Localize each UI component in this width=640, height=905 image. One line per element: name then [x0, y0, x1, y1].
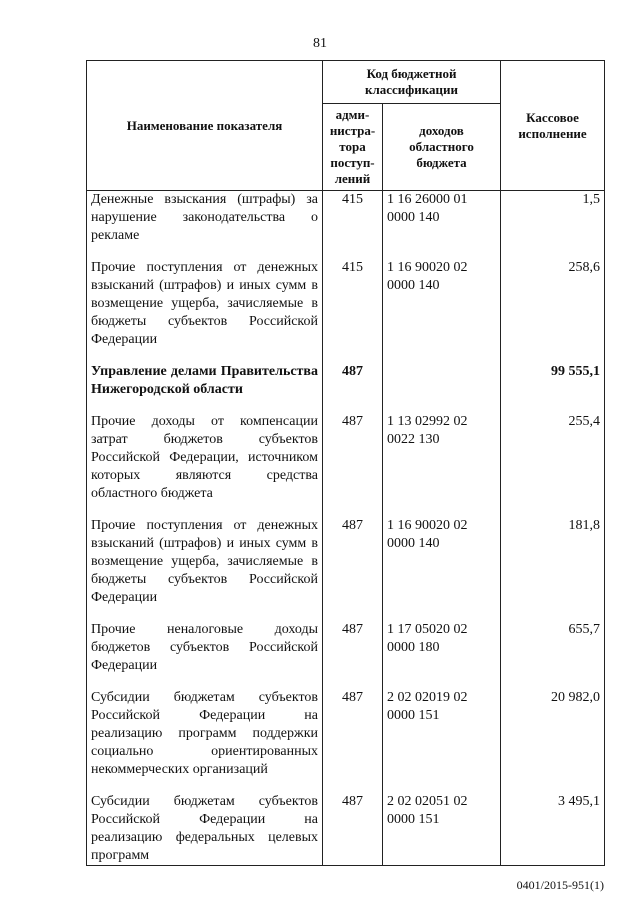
row-amount: 258,6 [501, 259, 605, 349]
row-amount: 20 982,0 [501, 689, 605, 779]
table-row [87, 363, 605, 399]
header-name-column: Наименование показателя [87, 61, 323, 191]
row-name: Прочие поступления от денежных взысканий (штрафов) и иных сумм в возмещение ущерба, зачисляемые в бюджеты субъектов Российской Федерации [87, 259, 323, 349]
row-admin-code: 487 [323, 689, 383, 779]
row-income-code: 1 17 05020 02 0000 180 [383, 621, 501, 675]
row-admin-code: 487 [323, 793, 383, 866]
row-income-code: 1 16 90020 02 0000 140 [383, 259, 501, 349]
document-code: 0401/2015-951(1) [516, 878, 604, 892]
table-row [87, 413, 605, 503]
page-number: 81 [313, 36, 327, 51]
row-admin-code: 487 [323, 621, 383, 675]
header-income-column: доходов областного бюджета [383, 104, 501, 191]
table-row [87, 793, 605, 866]
table-row [87, 689, 605, 779]
row-amount: 181,8 [501, 517, 605, 607]
table-row [87, 259, 605, 349]
row-income-code: 1 16 90020 02 0000 140 [383, 517, 501, 607]
table-row [87, 621, 605, 675]
row-name: Прочие доходы от компенсации затрат бюджетов субъектов Российской Федерации, источником которых являются средства областного бюджета [87, 413, 323, 503]
row-amount: 3 495,1 [501, 793, 605, 866]
header-admin-column: адми-нистра-тора поступ-лений [323, 104, 383, 191]
row-amount: 99 555,1 [501, 363, 605, 399]
row-name: Прочие неналоговые доходы бюджетов субъектов Российской Федерации [87, 621, 323, 675]
table-header [87, 61, 605, 191]
budget-table [86, 60, 605, 866]
row-income-code [383, 363, 501, 399]
row-name: Субсидии бюджетам субъектов Российской Федерации на реализацию программ поддержки социально ориентированных некоммерческих организаций [87, 689, 323, 779]
table-row [87, 517, 605, 607]
row-income-code: 2 02 02051 02 0000 151 [383, 793, 501, 866]
row-admin-code: 487 [323, 363, 383, 399]
table-body [87, 191, 605, 866]
row-amount: 655,7 [501, 621, 605, 675]
row-name: Управление делами Правительства Нижегородской области [87, 363, 323, 399]
row-amount: 255,4 [501, 413, 605, 503]
table-row [87, 191, 605, 246]
row-amount: 1,5 [501, 191, 605, 246]
row-income-code: 2 02 02019 02 0000 151 [383, 689, 501, 779]
header-cash-column: Кассовое исполнение [501, 61, 605, 191]
row-admin-code: 487 [323, 517, 383, 607]
row-name: Прочие поступления от денежных взысканий (штрафов) и иных сумм в возмещение ущерба, зачисляемые в бюджеты субъектов Российской Федерации [87, 517, 323, 607]
header-code-group: Код бюджетной классификации [323, 61, 501, 104]
row-admin-code: 487 [323, 413, 383, 503]
row-income-code: 1 13 02992 02 0022 130 [383, 413, 501, 503]
row-name: Денежные взыскания (штрафы) за нарушение законодательства о рекламе [87, 191, 323, 246]
row-admin-code: 415 [323, 259, 383, 349]
row-income-code: 1 16 26000 01 0000 140 [383, 191, 501, 246]
row-name: Субсидии бюджетам субъектов Российской Федерации на реализацию федеральных целевых программ [87, 793, 323, 866]
row-admin-code: 415 [323, 191, 383, 246]
